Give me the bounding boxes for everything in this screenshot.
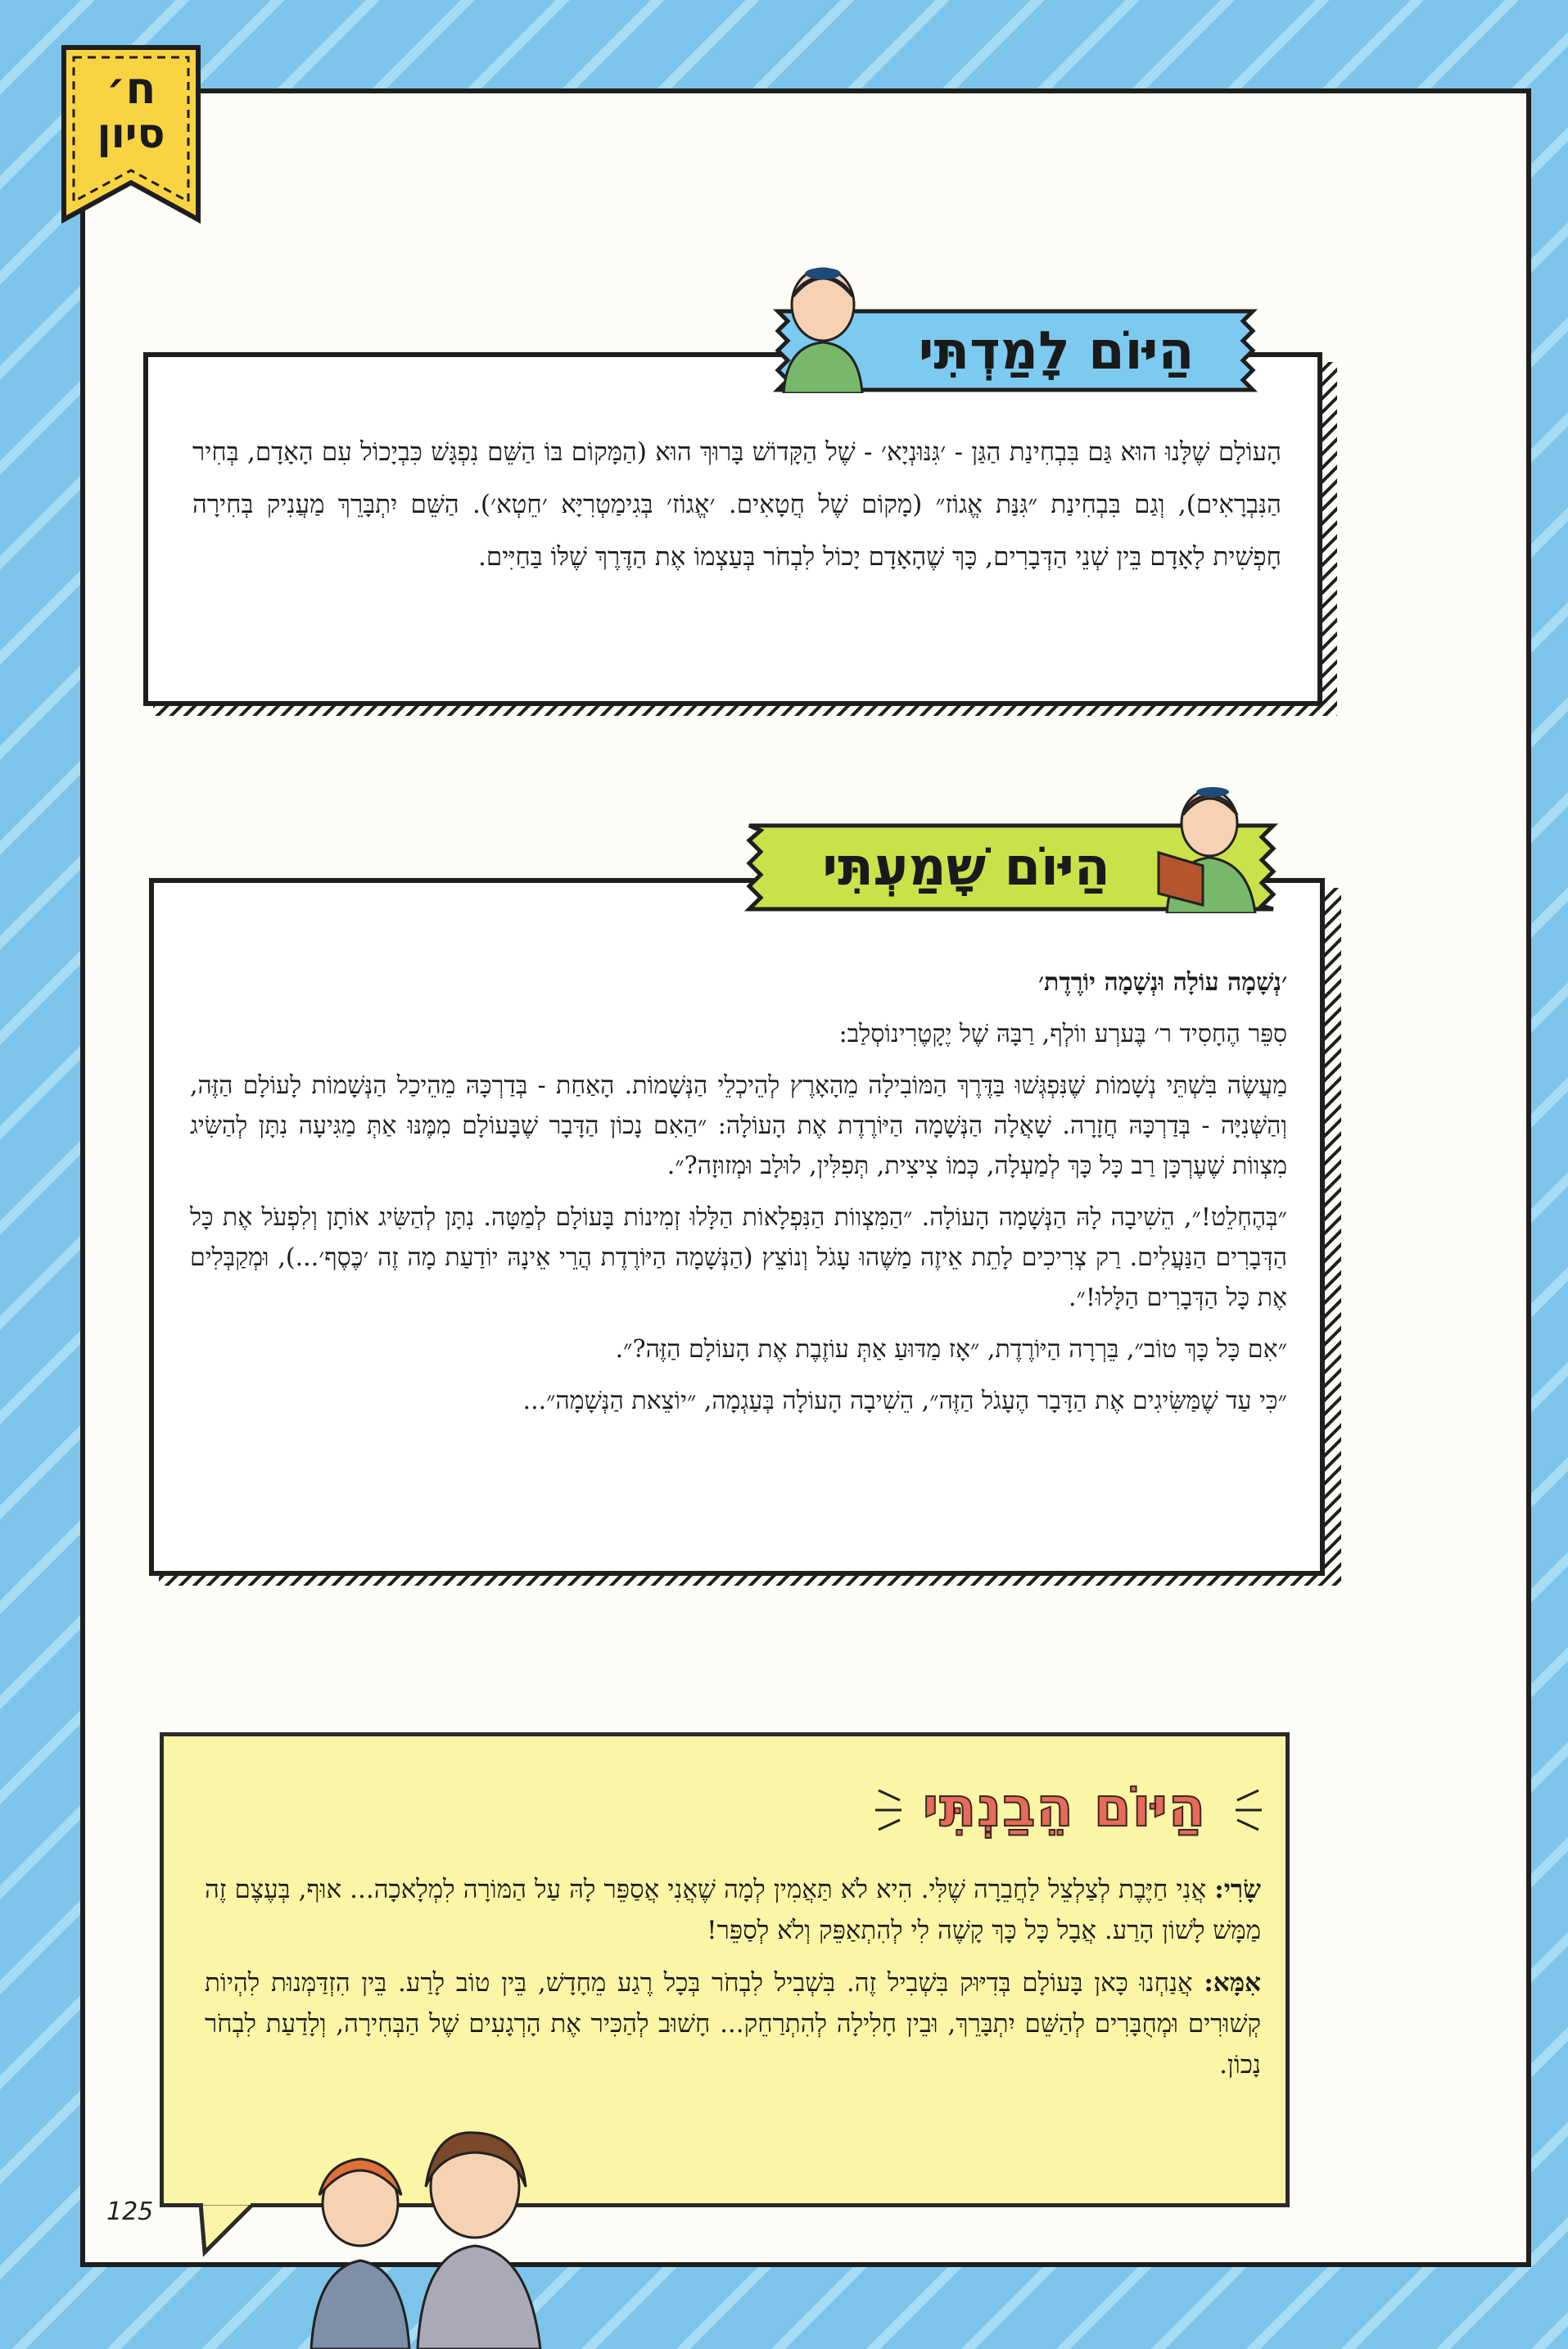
heard-paragraph-1: מַעֲשֶׂה בִּשְׁתֵּי נְשָׁמוֹת שֶׁנִּפְגְּשׁוּ בַּדֶּרֶךְ הַמּוֹבִילָה מֵהָאָרֶץ לְהֵיכְלֵי הַנְּשָׁמוֹת. הָאַחַת - בְּדַרְכָּהּ מֵהֵיכַל הַנְּשָׁמוֹת לָעוֹלָם הַזֶּה, וְהַשְּׁנִיָּה - בְּדַרְכָּהּ חֲזָרָה. שָׁאֲלָה הַנְּשָׁמָה הַיּוֹרֶדֶת אֶת הָעוֹלָה: ״הַאִם נָכוֹן הַדָּבָר שֶׁבָּעוֹלָם מִמֶּנּוּ אַתְּ מַגִּיעָה נִתָּן לְהַשִּׂיג מִצְווֹת שֶׁעֶרְכָּן רַב כָּל כָּךְ לְמַעְלָה, כְּמוֹ צִיצִית, תְּפִלִּין, לוּלָב וּמְזוּזָה?״. [190, 1071, 1287, 1180]
understood-dialogue [205, 1869, 1261, 2097]
speaker-mother: אִמָּא: [1204, 1968, 1261, 1998]
mother-text: אֲנַחְנוּ כָּאן בָּעוֹלָם בְּדִיּוּק בִּשְׁבִיל זֶה. בִּשְׁבִיל לִבְחֹר בְּכָל רֶגַע מֵחָדָשׁ, בֵּין טוֹב לָרַע. בֵּין הִזְדַּמְּנוּת לִהְיוֹת קְשׁוּרִים וּמְחֻבָּרִים לְהַשֵּׁם יִתְבָּרֵךְ, וּבֵין חָלִילָה לְהִתְרַחֵק... חָשׁוּב לְהַכִּיר אֶת הָרְגָעִים שֶׁל הַבְּחִירָה, וְלָדַעַת לִבְחֹר נָכוֹן. [205, 1968, 1261, 2080]
speaker-sari: שָׂרִי: [1214, 1875, 1261, 1904]
heard-intro: סִפֵּר הֶחָסִיד ר׳ בֶּערְע ווֹלְף, רַבָּהּ שֶׁל יֶקָטֶרִינוֹסְלַב: [838, 1020, 1287, 1048]
heard-story-title: ׳נְשָׁמָה עוֹלָה וּנְשָׁמָה יוֹרֶדֶת׳ [1038, 968, 1287, 997]
girls-illustration [295, 2129, 565, 2349]
date-tag-month: סיון [97, 109, 165, 157]
date-tag-day: ח׳ [106, 62, 156, 114]
boy-reading-avatar [1142, 774, 1273, 913]
speech-tail [197, 2203, 270, 2261]
learned-paragraph: הָעוֹלָם שֶׁלָּנוּ הוּא גַּם בִּבְחִינַת הַגַּן - ׳גִּנּוּנְיָא׳ - שֶׁל הַקָּדוֹשׁ בָּרוּךְ הוּא (הַמָּקוֹם בּוֹ הַשֵּׁם נִפְגָּשׁ כִּבְיָכוֹל עִם הָאָדָם, בְּחִיר הַנִּבְרָאִים), וְגַם בִּבְחִינַת ״גִּנַּת אֱגוֹז״ (מָקוֹם שֶׁל חֲטָאִים. ׳אֱגוֹז׳ בְּגִימַטְרִיָּא ׳חֵטְא׳). הַשֵּׁם יִתְבָּרֵךְ מַעֲנִיק בְּחִירָה חָפְשִׁית לָאָדָם בֵּין שְׁנֵי הַדְּבָרִים, כָּךְ שֶׁהָאָדָם יָכוֹל לִבְחֹר בְּעַצְמוֹ אֶת הַדֶּרֶךְ שֶׁלּוֹ בַּחַיִּים. [192, 437, 1281, 572]
date-tag [57, 62, 205, 157]
heard-story [190, 962, 1287, 1432]
sari-text: אֲנִי חַיֶּבֶת לְצַלְצֵל לַחֲבֵרָה שֶׁלִּי. הִיא לֹא תַּאֲמִין לְמָה שֶׁאֲנִי אֲסַפֵּר לָהּ עַל הַמּוֹרָה לִמְלָאכָה... אוּף, בְּעֶצֶם זֶה מַמָּשׁ לָשׁוֹן הָרַע. אֲבָל כָּל כָּךְ קָשֶׁה לִי לְהִתְאַפֵּק וְלֹא לְסַפֵּר! [205, 1875, 1261, 1945]
title-burst-right-icon [1232, 1777, 1265, 1843]
heard-paragraph-2: ״בְּהֶחְלֵט!״, הֵשִׁיבָה לָהּ הַנְּשָׁמָה הָעוֹלָה. ״הַמִּצְווֹת הַנִּפְלָאוֹת הַלָּלוּ זְמִינוֹת בָּעוֹלָם לְמַטָּה. נִתָּן לְהַשִּׂיג אוֹתָן וְלִפְעֹל אֶת כָּל הַדְּבָרִים הַנַּעֲלִים. רַק צְרִיכִים לָתֵת אֵיזֶה מַשֶּׁהוּ עָגֹל וְנוֹצֵץ (הַנְּשָׁמָה הַיּוֹרֶדֶת הֲרֵי אֵינָהּ יוֹדַעַת מָה זֶה ׳כֶּסֶף׳...), וּמְקַבְּלִים אֶת כָּל הַדְּבָרִים הַלָּלוּ!״. [190, 1203, 1287, 1312]
boy-avatar-learned [766, 254, 880, 393]
heard-paragraph-3: ״אִם כָּל כָּךְ טוֹב״, בֵּרְרָה הַיּוֹרֶדֶת, ״אָז מַדּוּעַ אַתְּ עוֹזֶבֶת אֶת הָעוֹלָם הַזֶּה?״. [615, 1335, 1287, 1364]
understood-title: הַיּוֹם הֵבַנְתִּי [922, 1776, 1207, 1839]
learned-title: הַיּוֹם לָמַדְתִּי [918, 321, 1195, 382]
heard-title: הַיּוֹם שָׁמַעְתִּי [822, 837, 1110, 898]
heard-paragraph-4: ״כִּי עַד שֶׁמַּשִּׂיגִים אֶת הַדָּבָר הֶעָגֹל הַזֶּה״, הֵשִׁיבָה הָעוֹלָה בְּעַגְמָה, ״יוֹצֵאת הַנְּשָׁמָה״... [522, 1387, 1287, 1415]
dialogue-line-1 [205, 1869, 1261, 1951]
page-number: 125 [106, 2197, 154, 2226]
dialogue-line-2 [205, 1962, 1261, 2085]
